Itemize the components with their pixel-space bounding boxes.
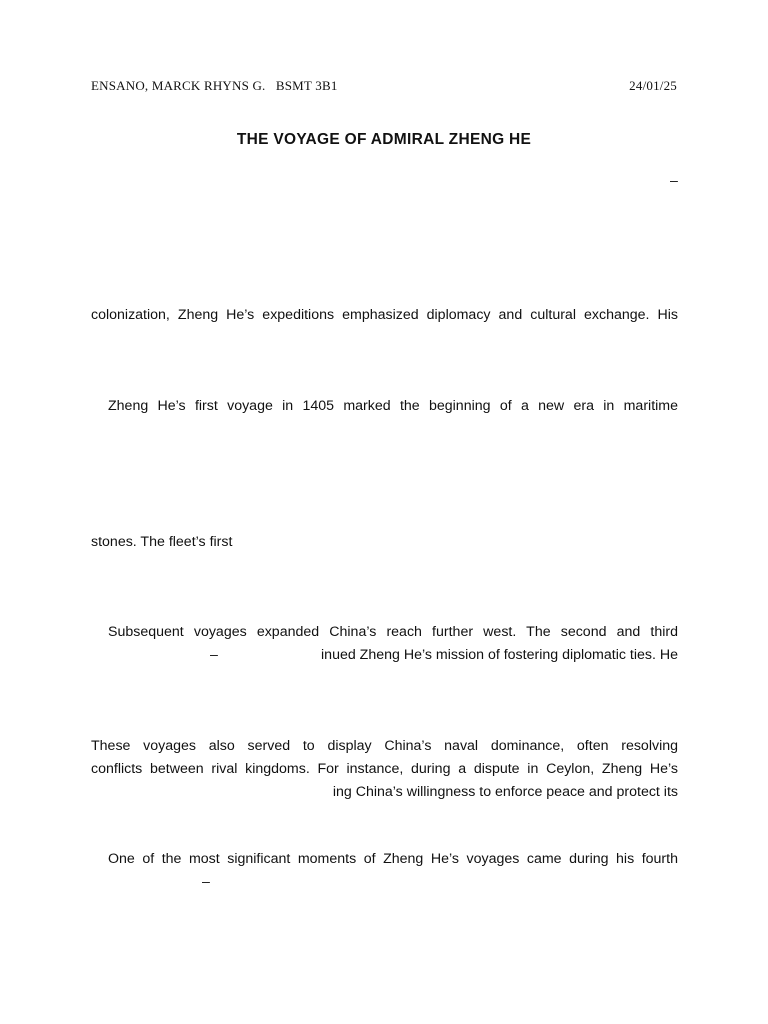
paragraph-line: Zheng He’s first voyage in 1405 marked the beginning of a new era in maritime xyxy=(108,398,678,414)
dash-marker: – xyxy=(670,173,678,189)
author-header: ENSANO, MARCK RHYNS G. BSMT 3B1 xyxy=(91,78,338,93)
paragraph-line: conflicts between rival kingdoms. For instance, during a dispute in Ceylon, Zheng He’s xyxy=(91,761,678,777)
date-header: 24/01/25 xyxy=(629,78,677,93)
paragraph-line: One of the most significant moments of Zheng He’s voyages came during his fourth xyxy=(108,851,678,867)
paragraph-line: These voyages also served to display China’s naval dominance, often resolving xyxy=(91,738,678,754)
document-title: THE VOYAGE OF ADMIRAL ZHENG HE xyxy=(236,131,532,148)
paragraph-line: ing China’s willingness to enforce peace and protect its xyxy=(332,784,678,800)
paragraph-line: Subsequent voyages expanded China’s reach further west. The second and third xyxy=(108,624,678,640)
dash-marker: – xyxy=(210,647,218,663)
paragraph-line: colonization, Zheng He’s expeditions emphasized diplomacy and cultural exchange. His xyxy=(91,307,678,323)
paragraph-line: stones. The fleet’s first xyxy=(91,534,233,550)
paragraph-line: inued Zheng He’s mission of fostering diplomatic ties. He xyxy=(321,647,678,663)
dash-marker: – xyxy=(202,874,210,890)
